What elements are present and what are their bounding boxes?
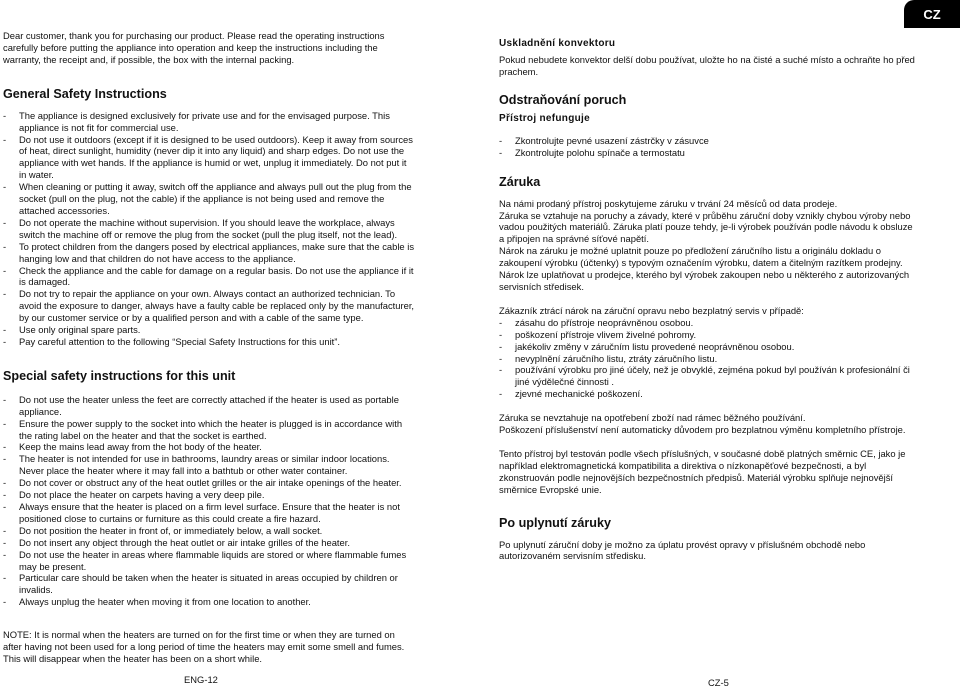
left-column bbox=[3, 30, 415, 608]
intro-paragraph: Dear customer, thank you for purchasing our product. Please read the operating instructions carefully before putting the appliance into operation and keep the instructions including the warranty, the receipt and, if possible, the box with the internal packing. bbox=[3, 30, 385, 65]
right-column bbox=[499, 38, 917, 562]
page-number-left: ENG-12 bbox=[184, 674, 218, 685]
storage-text: Pokud nebudete konvektor delší dobu používat, uložte ho na čisté a suché místo a ochraňte ho před prachem. bbox=[499, 54, 915, 77]
general-safety-list bbox=[3, 110, 415, 348]
list-item: - When cleaning or putting it away, switch off the appliance and always pull out the plug from the socket (pull on the plug, not the cable) if the appliance is not being used and remove the attached accessories. bbox=[3, 181, 415, 217]
special-safety-heading: Special safety instructions for this unit bbox=[3, 368, 236, 383]
list-item: - používání výrobku pro jiné účely, než je obvyklé, zejména pokud byl používán k profesionální či jiné výdělečné činnosti . bbox=[499, 364, 917, 388]
troubleshooting-heading: Odstraňování poruch bbox=[499, 92, 627, 107]
list-item: - Check the appliance and the cable for damage on a regular basis. Do not use the appliance if it is damaged. bbox=[3, 265, 415, 289]
list-item: - Do not use the heater in areas where flammable liquids are stored or where flammable fumes may be present. bbox=[3, 549, 415, 573]
list-item: - Do not position the heater in front of, or immediately below, a wall socket. bbox=[3, 525, 415, 537]
list-item: - Always ensure that the heater is placed on a firm level surface. Ensure that the heater is not positioned close to curtains or furniture as this could create a fire hazard. bbox=[3, 501, 415, 525]
warranty-paragraph: Na námi prodaný přístroj poskytujeme záruku v trvání 24 měsíců od data prodeje. bbox=[499, 197, 838, 209]
list-item: - Do not use the heater unless the feet are correctly attached if the heater is used as portable appliance. bbox=[3, 394, 415, 418]
after-warranty-heading: Po uplynutí záruky bbox=[499, 515, 611, 530]
warranty-loss-list bbox=[499, 317, 917, 400]
list-item: - zásahu do přístroje neoprávněnou osobou. bbox=[499, 317, 917, 329]
special-safety-list bbox=[3, 394, 415, 608]
exclusion-paragraph: Poškození příslušenství není automaticky důvodem pro bezplatnou výměnu kompletního přístroje. bbox=[499, 424, 906, 436]
warranty-paragraph: Nárok lze uplatňovat u prodejce, kterého byl výrobek zakoupen nebo u některého z autorizovaných servisních středisek. bbox=[499, 269, 910, 292]
language-badge: CZ bbox=[904, 0, 960, 28]
list-item: - Do not place the heater on carpets having a very deep pile. bbox=[3, 489, 415, 501]
after-warranty-text: Po uplynutí záruční doby je možno za úplatu provést opravy v příslušném obchodě nebo autorizovaném servisním středisku. bbox=[499, 538, 866, 562]
troubleshooting-list bbox=[499, 135, 917, 159]
list-item: - nevyplnění záručního listu, ztráty záručního listu. bbox=[499, 353, 917, 365]
list-item: - Always unplug the heater when moving it from one location to another. bbox=[3, 596, 415, 608]
warranty-paragraph: Nárok na záruku je možné uplatnit pouze po předložení záručního listu a originálu dokladu o zakoupení výrobku (účtenky) s typovým označením výrobku, datem a čitelným razítkem prodejny. bbox=[499, 245, 903, 269]
list-item: - Keep the mains lead away from the hot body of the heater. bbox=[3, 441, 415, 453]
note-paragraph: NOTE: It is normal when the heaters are turned on for the first time or when they are turned on after having not been used for a long period of time the heaters may emit some smell and fumes. This will disappear when the heater has been on a short while. bbox=[3, 629, 405, 664]
list-item: - To protect children from the dangers posed by electrical appliances, make sure that the cable is hanging low and that children do not have access to the appliance. bbox=[3, 241, 415, 265]
general-safety-heading: General Safety Instructions bbox=[3, 86, 167, 101]
list-item: - Do not operate the machine without supervision. If you should leave the workplace, always switch the machine off or remove the plug from the socket (pull the plug itself, not the lead). bbox=[3, 217, 415, 241]
troubleshooting-subheading: Přístroj nefunguje bbox=[499, 112, 590, 124]
list-item: - Use only original spare parts. bbox=[3, 324, 415, 336]
ce-compliance-paragraph: Tento přístroj byl testován podle všech příslušných, v současné době platných směrnic CE, jako je například elektromagnetická kompatibilita a direktiva o nízkonapěťové bezpečnosti, a byl zkonstruován podle nejnovějších bezpečnostních předpisů. Materiál výrobku splňuje nejnovější směrnice Evropské unie. bbox=[499, 447, 906, 495]
list-item: - Ensure the power supply to the socket into which the heater is plugged is in accordance with the rating label on the heater and that the socket is earthed. bbox=[3, 418, 415, 442]
list-item: - jakékoliv změny v záručním listu provedené neoprávněnou osobou. bbox=[499, 341, 917, 353]
list-item: - poškození přístroje vlivem živelné pohromy. bbox=[499, 329, 917, 341]
list-item: - Zkontrolujte pevné usazení zástrčky v zásuvce bbox=[499, 135, 917, 147]
warranty-heading: Záruka bbox=[499, 174, 541, 189]
warranty-loss-intro: Zákazník ztrácí nárok na záruční opravu nebo bezplatný servis v případě: bbox=[499, 304, 804, 316]
list-item: - Pay careful attention to the following “Special Safety Instructions for this unit”. bbox=[3, 336, 415, 348]
list-item: - Do not try to repair the appliance on your own. Always contact an authorized technician. To avoid the exposure to danger, always have a faulty cable be replaced only by the manufacturer, by our customer service or by a qualified person and with a cable of the same type. bbox=[3, 288, 415, 324]
list-item: - Do not insert any object through the heat outlet or air intake grilles of the heater. bbox=[3, 537, 415, 549]
list-item: - Do not cover or obstruct any of the heat outlet grilles or the air intake openings of the heater. bbox=[3, 477, 415, 489]
warranty-paragraph: Záruka se vztahuje na poruchy a závady, které v průběhu záruční doby vznikly chybou výroby nebo vadou použitých materiálů. Záruka platí pouze tehdy, je-li výrobek používán podle návodu k obsluze a připojen na správné síťové napětí. bbox=[499, 209, 913, 245]
list-item: - The heater is not intended for use in bathrooms, laundry areas or similar indoor locations. Never place the heater where it may fall into a bathtub or other water container. bbox=[3, 453, 415, 477]
list-item: - Do not use it outdoors (except if it is designed to be used outdoors). Keep it away from sources of heat, direct sunlight, humidity (never dip it into any liquid) and sharp edges. Do not use the appliance with wet hands. If the appliance is humid or wet, unplug it immediately. Do not put it in water. bbox=[3, 134, 415, 182]
list-item: - zjevné mechanické poškození. bbox=[499, 388, 917, 400]
exclusion-paragraph: Záruka se nevztahuje na opotřebení zboží nad rámec běžného používání. bbox=[499, 412, 806, 424]
storage-heading: Uskladnění konvektoru bbox=[499, 38, 616, 49]
list-item: - Particular care should be taken when the heater is situated in areas occupied by children or invalids. bbox=[3, 572, 415, 596]
list-item: - Zkontrolujte polohu spínače a termostatu bbox=[499, 147, 917, 159]
page-number-right: CZ-5 bbox=[708, 677, 729, 688]
list-item: - The appliance is designed exclusively for private use and for the envisaged purpose. This appliance is not fit for commercial use. bbox=[3, 110, 415, 134]
